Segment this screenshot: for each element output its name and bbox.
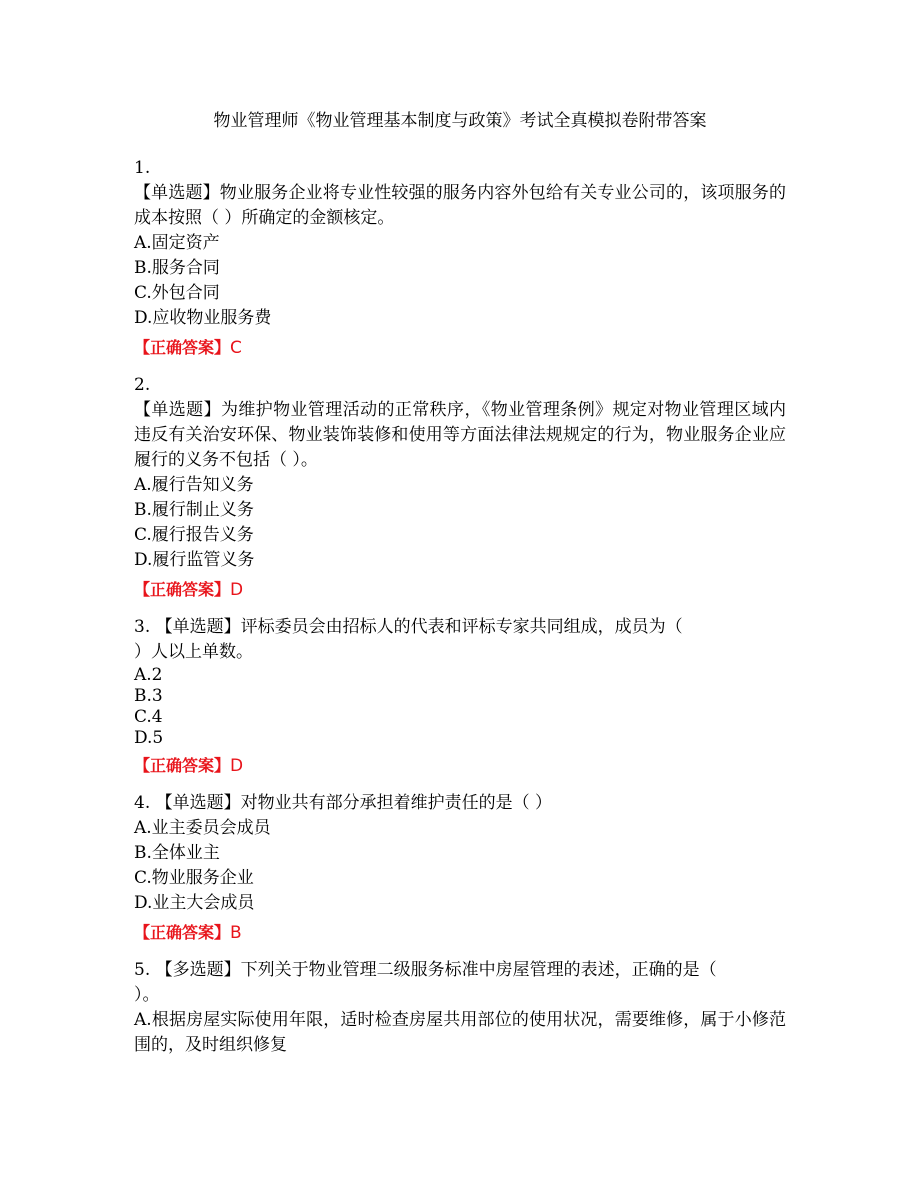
answer-value: C [230, 338, 242, 358]
option-d: D.应收物业服务费 [134, 308, 272, 328]
question-number: 2. [134, 375, 151, 395]
option-a: A.固定资产 [134, 233, 220, 253]
question-3 [134, 615, 786, 779]
correct-answer [134, 577, 786, 603]
question-text-line-2: ）人以上单数。 [134, 642, 253, 662]
answer-label: 【正确答案】 [134, 923, 231, 942]
option-c: C.履行报告义务 [134, 525, 254, 545]
option-b: B.服务合同 [134, 258, 220, 278]
option-c: C.物业服务企业 [134, 868, 254, 888]
option-c: C.4 [134, 707, 163, 727]
question-text-line-1: 5. 【多选题】下列关于物业管理二级服务标准中房屋管理的表述，正确的是（ [134, 960, 717, 980]
option-d: D.履行监管义务 [134, 550, 255, 570]
option-b: B.3 [134, 686, 163, 706]
correct-answer [134, 335, 786, 361]
correct-answer [134, 920, 786, 946]
question-text: 【单选题】为维护物业管理活动的正常秩序，《物业管理条例》规定对物业管理区域内违反有关治安环保、物业装饰装修和使用等方面法律法规规定的行为，物业服务企业应履行的义务不包括（ ）。 [134, 400, 786, 470]
question-list [134, 156, 786, 1058]
question-4 [134, 791, 786, 946]
question-5 [134, 958, 786, 1058]
option-b: B.全体业主 [134, 843, 220, 863]
option-b: B.履行制止义务 [134, 500, 254, 520]
answer-label: 【正确答案】 [134, 580, 231, 599]
option-a: A.履行告知义务 [134, 475, 254, 495]
answer-label: 【正确答案】 [134, 338, 231, 357]
correct-answer [134, 753, 786, 779]
question-number: 1. [134, 158, 151, 178]
option-a: A.根据房屋实际使用年限，适时检查房屋共用部位的使用状况，需要维修，属于小修范围的，及时组织修复 [134, 1010, 786, 1055]
question-text: 【单选题】物业服务企业将专业性较强的服务内容外包给有关专业公司的，该项服务的成本按照（ ）所确定的金额核定。 [134, 183, 786, 228]
option-a: A.2 [134, 665, 163, 685]
option-d: D.5 [134, 728, 164, 748]
question-text: 4. 【单选题】对物业共有部分承担着维护责任的是（ ） [134, 793, 553, 813]
question-1 [134, 156, 786, 361]
question-text-line-1: 3. 【单选题】评标委员会由招标人的代表和评标专家共同组成，成员为（ [134, 617, 683, 637]
question-2 [134, 373, 786, 603]
page-title: 物业管理师《物业管理基本制度与政策》考试全真模拟卷附带答案 [213, 111, 707, 131]
option-a: A.业主委员会成员 [134, 818, 271, 838]
option-d: D.业主大会成员 [134, 893, 255, 913]
answer-value: B [230, 923, 242, 943]
answer-value: D [230, 756, 244, 776]
question-text-line-2: ）。 [134, 985, 160, 1005]
option-c: C.外包合同 [134, 283, 220, 303]
answer-label: 【正确答案】 [134, 756, 231, 775]
answer-value: D [230, 580, 244, 600]
